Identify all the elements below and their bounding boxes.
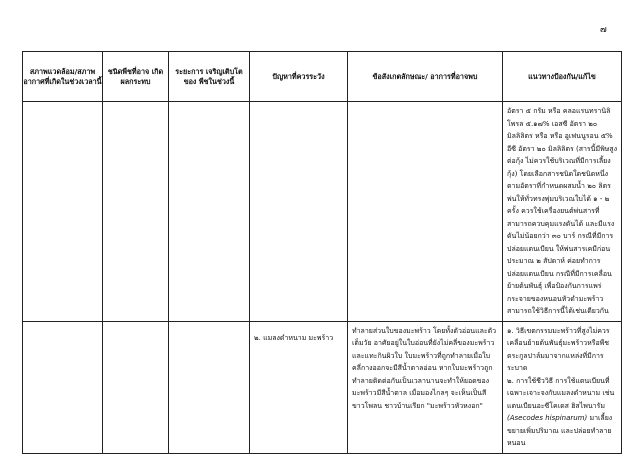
prevention-text: อัตรา ๕ กรัม หรือ คลอแรนทรานิลิโพรล ๕.๑๗% เอสซี อัตรา ๒๐ มิลลิลิตร หรือ หรือ อูเฟนนูรอน ๕% อีซี อัตรา ๒๐ มิลลิลิตร (สารนี้มีพิษสูงต่อกุ้ง ไม่ควรใช้บริเวณที่มีการเลี้ยงกุ้ง) โดยเลือกสารชนิดใดชนิดหนึ่งตามอัตราที่กำหนดผสมน้ำ ๒๐ ลิตร พ่นให้ทั่วทรงพุ่มบริเวณใบได้ ๑ - ๒ ครั้ง ควรใช้เครื่องยนต์พ่นสารที่สามารถควบคุมแรงดันได้ และมีแรงดันไม่น้อยกว่า ๓๐ บาร์ กรณีที่มีการปล่อยแตนเบียน ให้พ่นสารเคมีก่อน ประมาณ ๒ สัปดาห์ ค่อยทำการปล่อยแตนเบียน กรณีที่มีการเคลื่อนย้ายต้นพันธุ์ เพื่อป้องกันการแพร่กระจายของหนอนหัวดำมะพร้าว สามารถใช้วิธีการนี้ได้เช่นเดียวกัน [507, 107, 617, 315]
header-prevention: แนวทางป้องกัน/แก้ไข [503, 52, 622, 102]
page-number: ๗ [600, 25, 607, 35]
problem-text: ๒. แมลงดำหนาม มะพร้าว [254, 333, 334, 342]
symptoms-text: ทำลายส่วนใบของมะพร้าว โดยทั้งตัวอ่อนและตัวเต็มวัย อาศัยอยู่ในใบอ่อนที่ยังไม่คลี่ของมะพร้าว และแทะกินผิวใบ ใบมะพร้าวที่ถูกทำลายเมื่อใบคลี่กางออกจะมีสีน้ำตาลอ่อน หากใบมะพร้าวถูกทำลายติดต่อกันเป็นเวลานานจะทำให้ยอดของมะพร้าวมีสีน้ำตาล เมื่อมองไกลๆ จะเห็นเป็นสีขาวโพลน ชาวบ้านเรียก "มะพร้าวหัวหงอก" [352, 326, 497, 410]
prevention-text [503, 322, 621, 453]
prevention-paragraph-2: ๒. การใช้ชีววิธี การใช้แตนเบียนที่เฉพาะเจาะจงกับแมลงดำหนาม เช่น แตนเบียนอะซีโคเดส ฮิสไพนารัม [507, 376, 615, 410]
header-growth-stage: ระยะการ เจริญเติบโตของ พืชในช่วงนี้ [169, 52, 250, 102]
table-row [23, 321, 622, 453]
prevention-paragraph-2-cont: มาเลี้ยงขยายเพิ่มปริมาณ และปล่อยทำลายหนอน [507, 414, 613, 447]
scientific-name: (Asecodes hispinarum) [507, 414, 588, 422]
prevention-paragraph-1: ๑. วิธีเขตกรรมมะพร้าวที่สูงไม่ควรเคลื่อนย้ายต้นพันธุ์มะพร้าวหรือพืชตระกูลปาล์มมาจากแหล่งที่มีการระบาด [507, 326, 610, 372]
table-header-row [23, 52, 622, 102]
symptoms-cell [348, 321, 503, 453]
header-symptoms: ข้อสังเกตลักษณะ/ อาการที่อาจพบ [348, 52, 503, 102]
table-row [23, 102, 622, 322]
problem-cell [250, 321, 348, 453]
header-crop-type: ชนิดพืชที่อาจ เกิดผลกระทบ [103, 52, 169, 102]
header-problem: ปัญหาที่ควรระวัง [250, 52, 348, 102]
prevention-cell [503, 321, 622, 453]
pest-management-table [22, 51, 622, 454]
header-environment: สภาพแวดล้อม/สภาพ อากาศที่เกิดในช่วงเวลานี้ [23, 52, 103, 102]
prevention-cell [503, 102, 622, 322]
